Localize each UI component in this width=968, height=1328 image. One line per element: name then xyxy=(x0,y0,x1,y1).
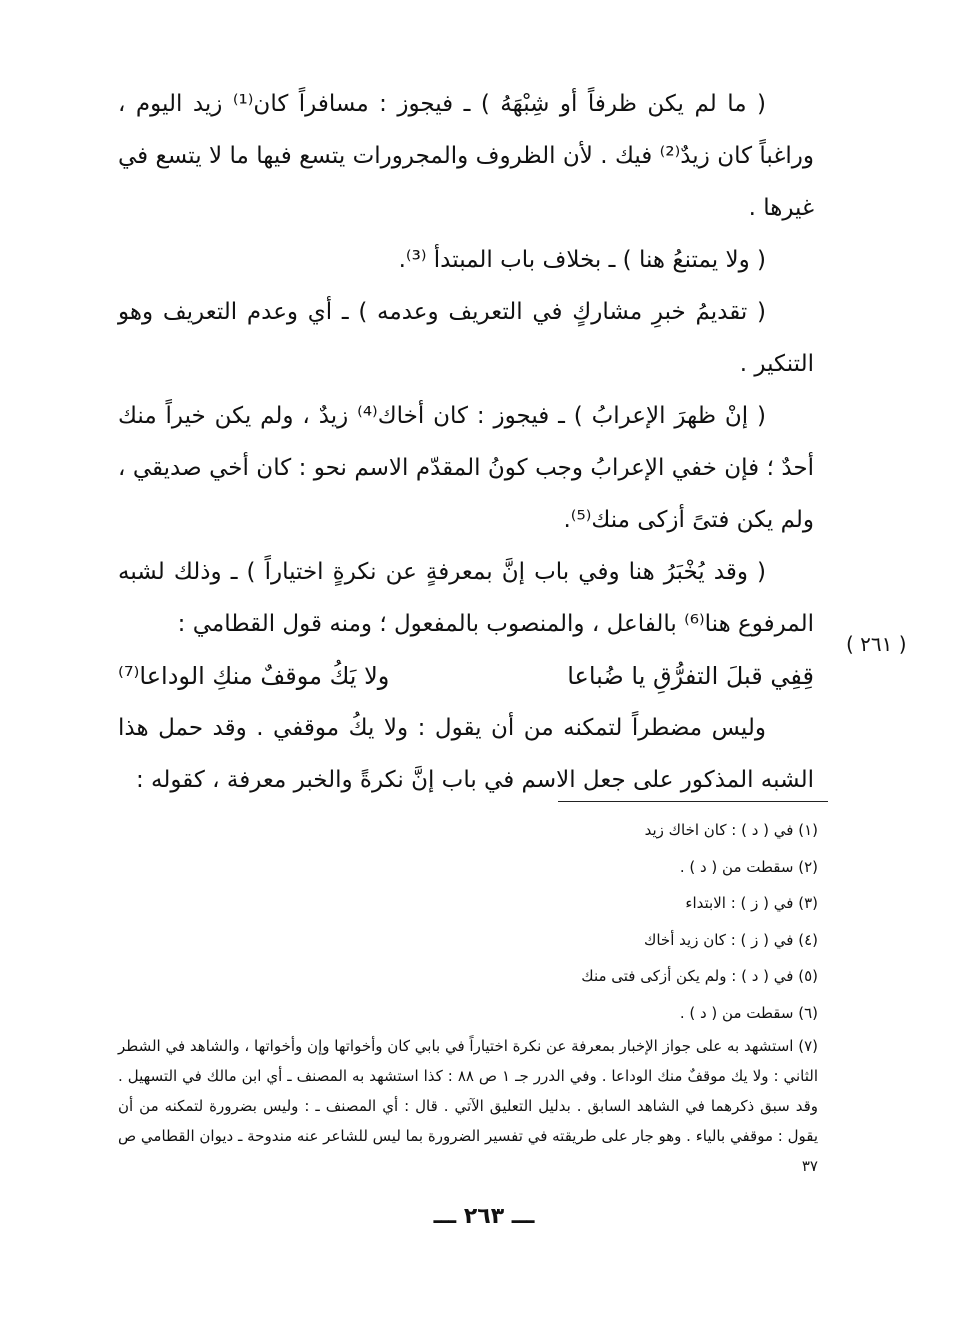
footnote-1: (١) في ( د ) : كان اخاك زيد xyxy=(644,821,818,839)
poem-verse xyxy=(118,650,814,702)
footnote-6: (٦) سقطت من ( د ) . xyxy=(679,1003,818,1022)
paragraph-6: وليس مضطراً لتمكنه من أن يقول : ولا يكُ موقفي . وقد حمل هذا الشبه المذكور على جعل الاسم في باب إنَّ نكرةً والخبر معرفة ، كقوله : xyxy=(118,715,814,793)
footnote-separator xyxy=(558,801,828,802)
main-text xyxy=(118,78,814,806)
footnote-4: (٤) في ( ز ) : كان زيد أخاك xyxy=(644,930,818,949)
footnote-5: (٥) في ( د ) : ولم يكن أزكى فتى منك xyxy=(581,967,818,985)
paragraph-5: ( وقد يُخْبَرُ هنا وفي باب إنَّ بمعرفةٍ عن نكرةٍ اختياراً ) ـ وذلك لشبه المرفوع هنا⁽⁶⁾ بالفاعل ، والمنصوب بالمفعول ؛ ومنه قول القطامي : xyxy=(118,559,814,637)
footnote-7: (٧) استشهد به على جواز الإخبار بمعرفة عن نكرة اختياراً في بابي كان وأخواتها وإن وأخواتها ، والشاهد في الشطر الثاني : ولا يك موقفٌ منك الوداعا . وفي الدرر جـ ١ ص ٨٨ : كذا استشهد به المصنف ـ أي ابن مالك في التسهيل . وقد سبق ذكرهما في الشاهد السابق . بدليل التعليق الآتي . قال : أي المصنف ـ : وليس بضرورة لتمكنه من أن يقول : موقفي بالياء . وهو جار على طريقته في تفسير الضرورة بما ليس للشاعر عنه مندوحة ـ ديوان القطامي ص ٣٧ xyxy=(118,1037,819,1175)
paragraph-3: ( تقديمُ خبرِ مشاركٍ في التعريف وعدمه ) ـ أي وعدم التعريف وهو التنكير . xyxy=(118,299,814,377)
footnote-3: (٣) في ( ز ) : الابتداء xyxy=(685,894,818,912)
poem-second-hemistich: ولا يَكُ موقفٌ منكِ الوداعا⁽⁷⁾ xyxy=(118,662,390,690)
paragraph-4: ( إنْ ظهرَ الإعرابُ ) ـ فيجوز : كان أخاك⁽⁴⁾ زيدٌ ، ولم يكن خيراً منك أحدٌ ؛ فإن خفي الإعرابُ وجب كونُ المقدّم الاسم نحو : كان أخي صديقي ، ولم يكن فتىً أزكى منك⁽⁵⁾. xyxy=(118,403,814,533)
poem-first-hemistich: قِفِي قبلَ التفرُّقِ يا ضُباعا xyxy=(567,662,814,690)
footnotes xyxy=(118,812,818,1181)
page-number: ـــ ٢٦٣ ـــ xyxy=(433,1204,535,1229)
paragraph-1: ( ما لم يكن ظرفاً أو شِبْهَهُ ) ـ فيجوز : مسافراً كان⁽¹⁾ زيد اليوم ، وراغباً كان زيدٌ⁽²⁾ فيك . لأن الظروف والمجرورات يتسع فيها ما لا يتسع في غيرها . xyxy=(118,91,814,221)
paragraph-2: ( ولا يمتنعُ هنا ) ـ بخلاف باب المبتدأ ⁽³⁾. xyxy=(398,247,766,273)
margin-reference-number: ( ٢٦١ ) xyxy=(846,632,907,656)
footnote-2: (٢) سقطت من ( د ) . xyxy=(679,857,818,876)
